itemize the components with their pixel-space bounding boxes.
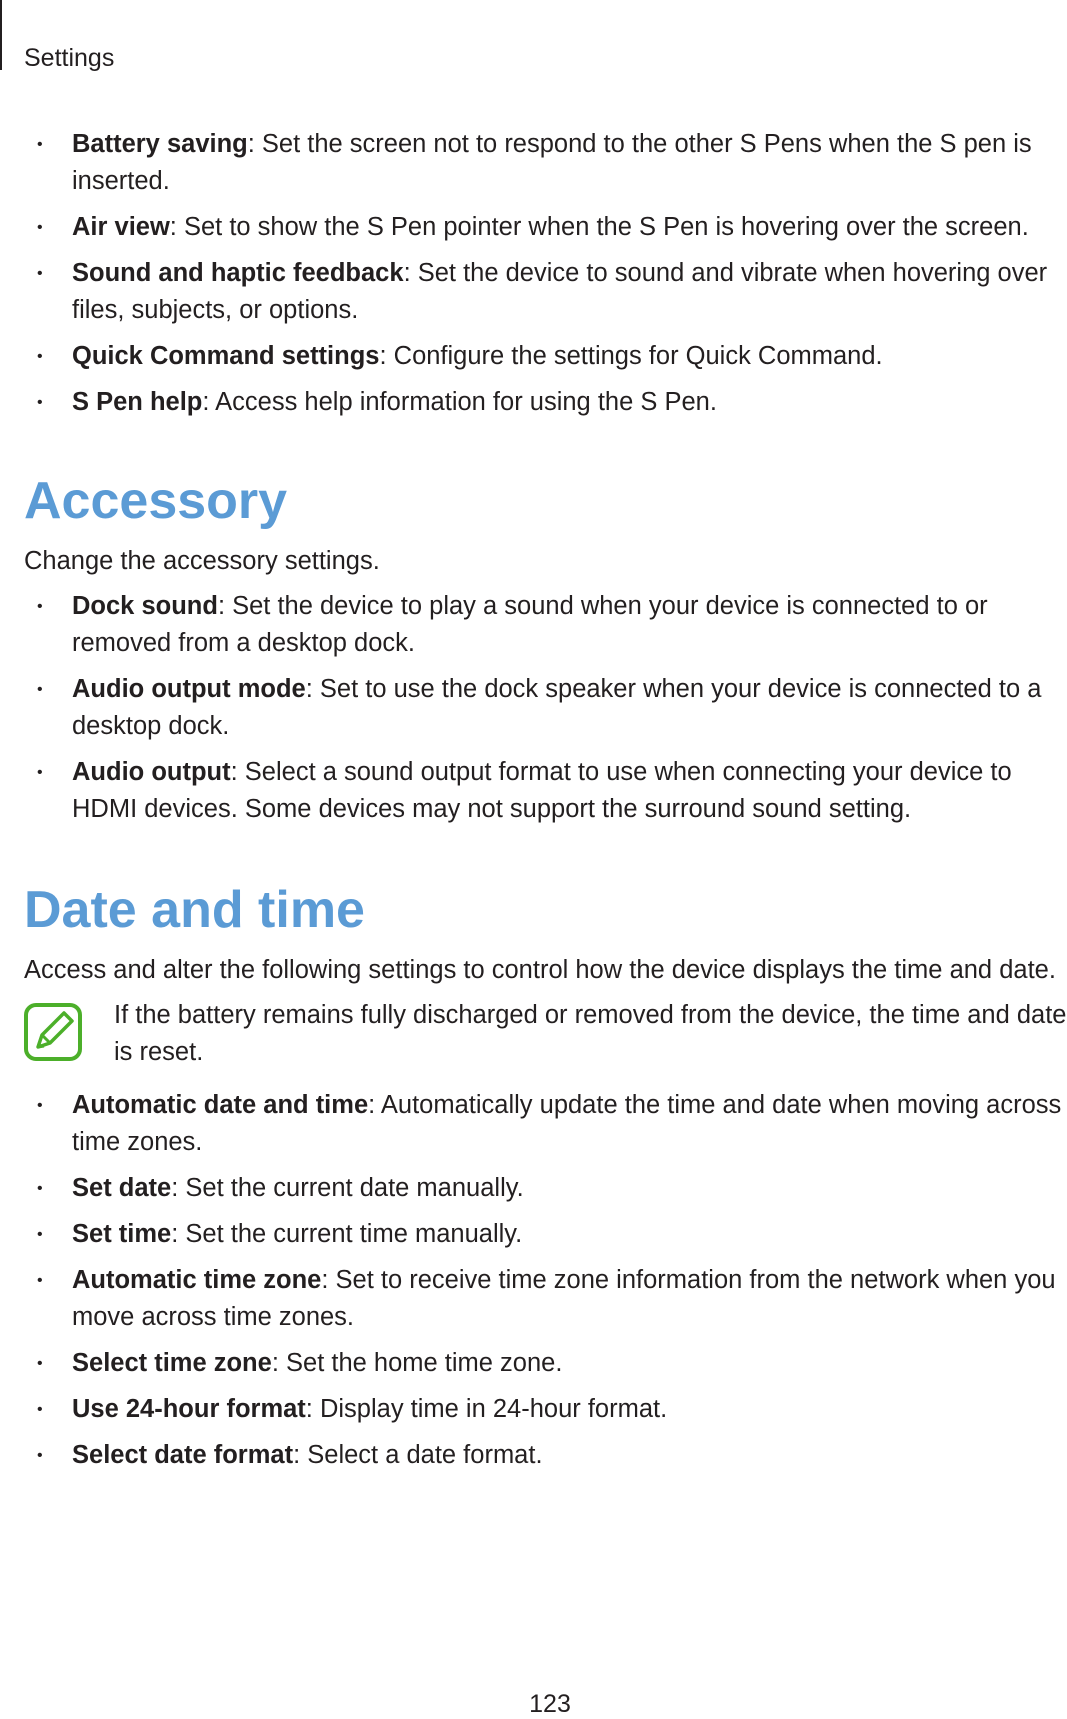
bullet-icon: • <box>37 1272 43 1289</box>
item-term: Automatic date and time <box>72 1091 369 1119</box>
bullet-icon: • <box>37 1097 43 1114</box>
bullet-icon: • <box>37 1226 43 1243</box>
list-item <box>24 588 1067 662</box>
item-description: : Set to use the dock speaker when your device is connected to a desktop dock. <box>72 675 1042 740</box>
item-description: : Configure the settings for Quick Command. <box>379 342 883 370</box>
margin-rule <box>0 0 2 70</box>
note-pencil-icon <box>24 1003 82 1061</box>
item-term: Audio output <box>72 758 231 786</box>
accessory-settings-list <box>24 588 1067 828</box>
bullet-icon: • <box>37 764 43 781</box>
list-item <box>24 255 1067 329</box>
page-number: 123 <box>529 1690 571 1718</box>
item-term: Set time <box>72 1220 172 1248</box>
note-text: If the battery remains fully discharged or removed from the device, the time and date is reset. <box>114 1001 1067 1066</box>
item-description: : Set to show the S Pen pointer when the S Pen is hovering over the screen. <box>169 213 1029 241</box>
list-item <box>24 384 1067 421</box>
bullet-icon: • <box>37 598 43 615</box>
list-item <box>24 1391 1067 1428</box>
list-item <box>24 338 1067 375</box>
item-description: : Set the current time manually. <box>171 1220 523 1248</box>
item-description: : Display time in 24-hour format. <box>305 1395 668 1423</box>
item-description: : Select a date format. <box>293 1441 543 1469</box>
bullet-icon: • <box>37 1401 43 1418</box>
section-title-date-and-time: Date and time <box>24 881 365 939</box>
item-term: Quick Command settings <box>72 342 380 370</box>
list-item <box>24 1170 1067 1207</box>
item-description: : Set the home time zone. <box>271 1349 563 1377</box>
list-item <box>24 1345 1067 1382</box>
running-header: Settings <box>24 44 115 72</box>
item-description: : Set the device to sound and vibrate when hovering over files, subjects, or options. <box>72 259 1048 324</box>
item-term: Sound and haptic feedback <box>72 259 404 287</box>
bullet-icon: • <box>37 1180 43 1197</box>
item-description: : Set to receive time zone information from the network when you move across time zones. <box>72 1266 1056 1331</box>
item-term: Audio output mode <box>72 675 306 703</box>
item-description: : Automatically update the time and date when moving across time zones. <box>72 1091 1062 1156</box>
bullet-icon: • <box>37 348 43 365</box>
bullet-icon: • <box>37 1355 43 1372</box>
item-description: : Select a sound output format to use when connecting your device to HDMI devices. Some devices may not support the surround sound setting. <box>72 758 1012 823</box>
item-term: Set date <box>72 1174 172 1202</box>
section-intro: Access and alter the following settings to control how the device displays the time and date. <box>24 956 1056 984</box>
item-description: : Access help information for using the S Pen. <box>202 388 717 416</box>
bullet-icon: • <box>37 1447 43 1464</box>
list-item <box>24 1437 1067 1474</box>
list-item <box>24 671 1067 745</box>
list-item <box>24 126 1067 200</box>
spen-settings-list <box>24 126 1067 421</box>
list-item <box>24 1216 1067 1253</box>
item-description: : Set the current date manually. <box>171 1174 524 1202</box>
list-item <box>24 209 1067 246</box>
item-term: Air view <box>72 213 170 241</box>
note-block <box>24 997 1067 1071</box>
page-content <box>24 126 1067 1483</box>
item-term: Dock sound <box>72 592 218 620</box>
item-term: Select date format <box>72 1441 294 1469</box>
bullet-icon: • <box>37 681 43 698</box>
bullet-icon: • <box>37 265 43 282</box>
item-term: Select time zone <box>72 1349 272 1377</box>
list-item <box>24 1087 1067 1161</box>
item-description: : Set the device to play a sound when your device is connected to or removed from a desktop dock. <box>72 592 988 657</box>
date-time-settings-list <box>24 1087 1067 1474</box>
bullet-icon: • <box>37 394 43 411</box>
item-term: Automatic time zone <box>72 1266 322 1294</box>
item-term: Use 24-hour format <box>72 1395 306 1423</box>
section-intro: Change the accessory settings. <box>24 547 380 575</box>
item-description: : Set the screen not to respond to the other S Pens when the S pen is inserted. <box>72 130 1032 195</box>
list-item <box>24 754 1067 828</box>
bullet-icon: • <box>37 136 43 153</box>
item-term: S Pen help <box>72 388 203 416</box>
section-title-accessory: Accessory <box>24 472 288 530</box>
list-item <box>24 1262 1067 1336</box>
item-term: Battery saving <box>72 130 248 158</box>
bullet-icon: • <box>37 219 43 236</box>
